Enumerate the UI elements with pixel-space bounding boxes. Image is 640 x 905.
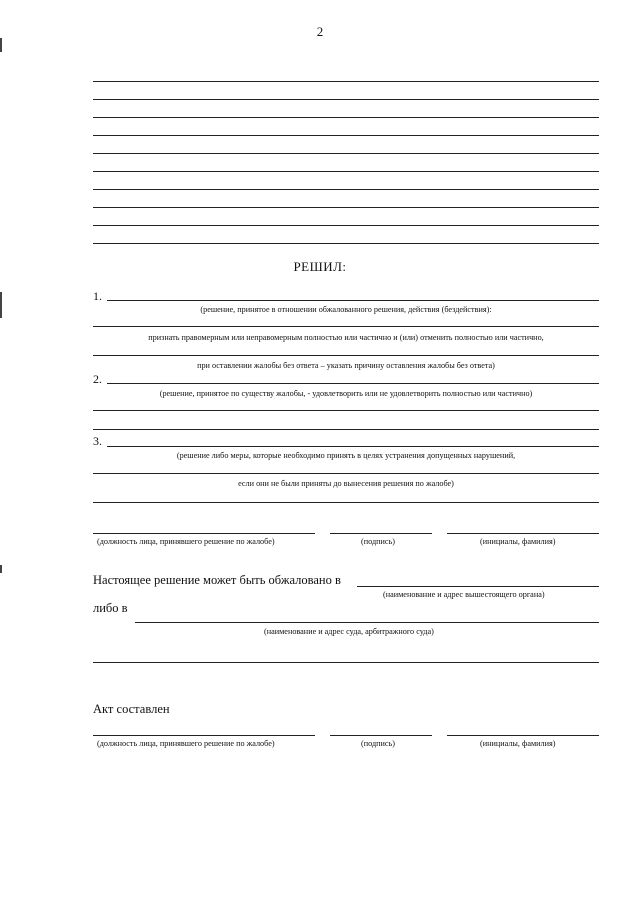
appeal-body-line[interactable]	[357, 586, 599, 587]
field-caption: (решение, принятое по существу жалобы, - удовлетворить или не удовлетворить полностью или частично)	[159, 389, 533, 398]
appeal-court-caption: (наименование и адрес суда, арбитражного суда)	[264, 627, 434, 636]
signature-line[interactable]	[330, 533, 432, 534]
fill-line[interactable]	[93, 502, 599, 503]
field-caption: (решение либо меры, которые необходимо принять в целях устранения допущенных нарушений,	[176, 451, 516, 460]
name-caption: (инициалы, фамилия)	[480, 537, 556, 546]
decision-heading: РЕШИЛ:	[293, 259, 347, 274]
field-caption: признать правомерным или неправомерным полностью или частично и (или) отменить полностью или частично,	[148, 333, 544, 342]
signature-caption: (подпись)	[361, 537, 395, 546]
item-number: 1.	[93, 289, 102, 303]
writing-line	[93, 117, 599, 118]
fill-line[interactable]	[93, 662, 599, 663]
name-line[interactable]	[447, 735, 599, 736]
field-caption: если они не были приняты до вынесения решения по жалобе)	[238, 479, 454, 488]
page-number: 2	[316, 24, 324, 39]
appeal-text: Настоящее решение может быть обжаловано в	[93, 573, 341, 587]
item-number: 2.	[93, 372, 102, 386]
signature-line[interactable]	[330, 735, 432, 736]
scan-edge-mark	[0, 292, 2, 318]
name-caption: (инициалы, фамилия)	[480, 739, 556, 748]
scan-edge-mark	[0, 565, 2, 573]
fill-line[interactable]	[107, 446, 599, 447]
writing-line	[93, 207, 599, 208]
fill-line[interactable]	[93, 326, 599, 327]
scan-edge-mark	[0, 38, 2, 52]
writing-line	[93, 153, 599, 154]
act-text: Акт составлен	[93, 702, 170, 716]
name-line[interactable]	[447, 533, 599, 534]
writing-line	[93, 171, 599, 172]
fill-line[interactable]	[93, 429, 599, 430]
fill-line[interactable]	[93, 355, 599, 356]
item-number: 3.	[93, 434, 102, 448]
position-caption: (должность лица, принявшего решение по жалобе)	[97, 537, 275, 546]
position-line[interactable]	[93, 533, 315, 534]
field-caption: при оставлении жалобы без ответа – указать причину оставления жалобы без ответа)	[197, 361, 495, 370]
writing-line	[93, 99, 599, 100]
writing-line	[93, 81, 599, 82]
appeal-court-line[interactable]	[135, 622, 599, 623]
writing-line	[93, 189, 599, 190]
writing-line	[93, 135, 599, 136]
position-caption: (должность лица, принявшего решение по жалобе)	[97, 739, 275, 748]
appeal-body-caption: (наименование и адрес вышестоящего органа)	[383, 590, 545, 599]
fill-line[interactable]	[107, 300, 599, 301]
writing-line	[93, 243, 599, 244]
fill-line[interactable]	[93, 410, 599, 411]
fill-line[interactable]	[107, 383, 599, 384]
or-text: либо в	[93, 601, 128, 615]
field-caption: (решение, принятое в отношении обжалованного решения, действия (бездействия):	[200, 305, 492, 314]
fill-line[interactable]	[93, 473, 599, 474]
position-line[interactable]	[93, 735, 315, 736]
writing-line	[93, 225, 599, 226]
signature-caption: (подпись)	[361, 739, 395, 748]
